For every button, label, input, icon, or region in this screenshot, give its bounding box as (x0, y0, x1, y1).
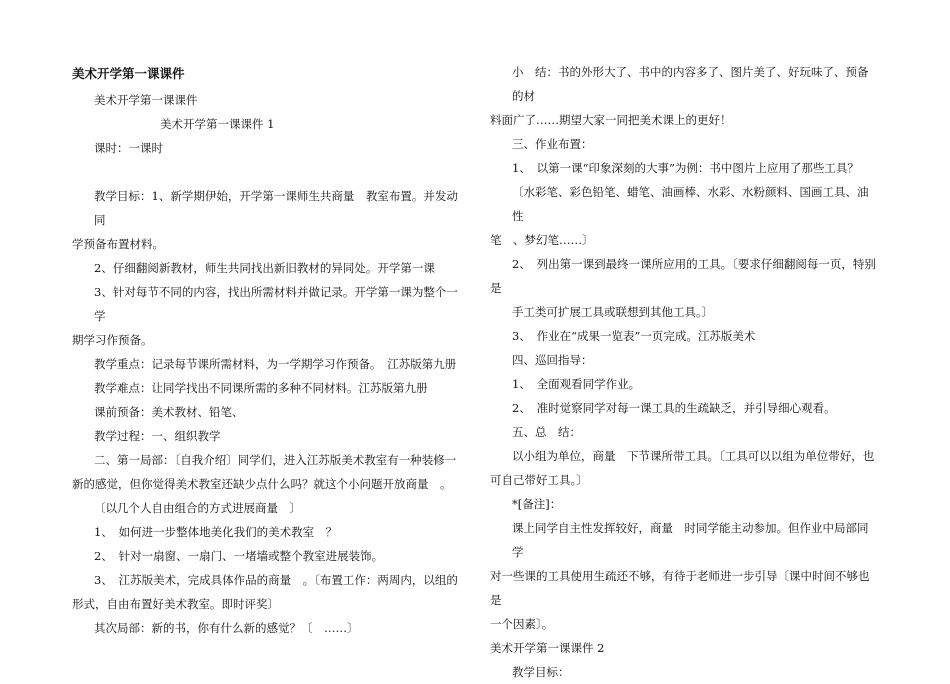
right-column (490, 60, 876, 684)
text-line: 学预备布置材料。 (72, 237, 164, 251)
text-line: 料面广了……期望大家一同把美术课上的更好！ (490, 113, 732, 127)
text-line: 二、第一局部：〔自我介绍〕同学们，进入江苏版美术教室有一种装修一 (94, 453, 457, 467)
text-line: 笔 、梦幻笔……〕 (490, 233, 594, 247)
blank-line (72, 160, 464, 184)
text-line: 教学难点：让同学找出不同课所需的多种不同材料。江苏版第九册 (94, 381, 428, 395)
text-line: 是 (490, 281, 502, 295)
text-line: 教学过程：一、组织教学 (94, 429, 221, 443)
text-line: *[备注]： (512, 497, 562, 511)
text-line: 五、总 结： (512, 425, 581, 439)
text-line: 可自己带好工具。〕 (490, 473, 588, 487)
text-line: 美术开学第一课课件 (94, 93, 198, 107)
text-line: 美术开学第一课课件 1 (160, 117, 275, 131)
text-line: 三、作业布置： (512, 137, 593, 151)
text-line: 2、 列出第一课到最终一课所应用的工具。〔要求仔细翻阅每一页，特别 (512, 257, 876, 271)
text-line: 〔以几个人自由组合的方式进展商量 〕 (94, 501, 301, 515)
text-line: 一个因素〕。 (490, 617, 554, 631)
text-line: 美术开学第一课课件 2 (490, 641, 605, 655)
left-column (72, 60, 464, 640)
text-line: 期学习作预备。 (72, 333, 153, 347)
text-line: 3、 作业在“成果一览表”一页完成。江苏版美术 (512, 329, 756, 343)
text-line: 1、 如何进一步整体地美化我们的美术教室 ？ (94, 525, 338, 539)
text-line: 2、 准时觉察同学对每一课工具的生疏缺乏，并引导细心观看。 (512, 401, 836, 415)
text-line: 手工类可扩展工具或联想到其他工具。〕 (512, 305, 714, 319)
text-line: 教学重点：记录每节课所需材料，为一学期学习作预备。 江苏版第九册 (94, 357, 457, 371)
text-line: 课时：一课时 (94, 141, 163, 155)
text-line: 〔水彩笔、彩色铅笔、蜡笔、油画棒、水彩、水粉颜料、国画工具、油性 (512, 185, 869, 223)
text-line: 对一些课的工具使用生疏还不够，有待于老师进一步引导〔课中时间不够也是 (490, 569, 870, 607)
text-line: 小 结：书的外形大了、书中的内容多了、图片美了、好玩味了、预备的材 (512, 65, 869, 103)
text-line: 以小组为单位，商量 下节课所带工具。〔工具可以以组为单位带好，也 (512, 449, 875, 463)
text-line: 2、仔细翻阅新教材，师生共同找出新旧教材的异同处。开学第一课 (94, 261, 435, 275)
text-line: 教学目标：1、新学期伊始，开学第一课师生共商量 教室布置。并发动同 (94, 189, 458, 227)
text-line: 四、巡回指导： (512, 353, 593, 367)
text-line: 教学目标： (512, 665, 570, 679)
text-line: 课前预备：美术教材、铅笔、 (94, 405, 244, 419)
text-line: 1、 以第一课“印象深刻的大事”为例：书中图片上应用了那些工具？ (512, 161, 859, 175)
text-line: 其次局部：新的书，你有什么新的感觉？〔 ……〕 (94, 621, 359, 635)
text-line: 新的感觉，但你觉得美术教室还缺少点什么吗？就这个小问题开放商量 。 (72, 477, 452, 491)
text-line: 2、 针对一扇窗、一扇门、一堵墙或整个教室进展装饰。 (94, 549, 384, 563)
text-line: 3、针对每节不同的内容，找出所需材料并做记录。开学第一课为整个一学 (94, 285, 458, 323)
text-line: 1、 全面观看同学作业。 (512, 377, 641, 391)
text-line: 课上同学自主性发挥较好，商量 时同学能主动参加。但作业中局部同学 (512, 521, 869, 559)
text-line: 形式，自由布置好美术教室。即时评奖〕 (72, 597, 279, 611)
document-title: 美术开学第一课课件 (72, 66, 185, 81)
text-line: 3、 江苏版美术，完成具体作品的商量 。〔布置工作：两周内，以组的 (94, 573, 458, 587)
